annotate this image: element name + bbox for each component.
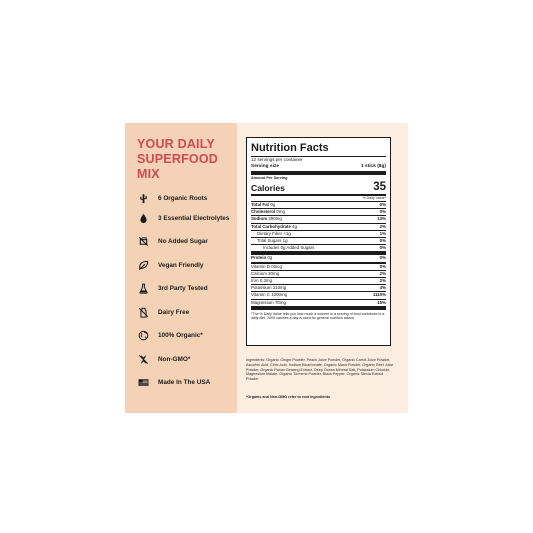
calories-row: [251, 181, 386, 193]
nutrient-row: [251, 291, 386, 298]
feature-item: [138, 258, 203, 272]
nutrient-amount: 0mg: [276, 209, 285, 215]
nutrient-amount: 210mg: [272, 285, 287, 291]
serving-size-label: Serving size: [251, 164, 279, 169]
feature-label: Non-GMO*: [158, 355, 191, 363]
nutrient-row: [251, 208, 386, 215]
feature-item: [138, 305, 189, 319]
nutrient-dv: 0%: [379, 245, 386, 251]
amount-per-serving: Amount Per Serving: [251, 176, 288, 180]
nutrient-dv: 13%: [377, 216, 386, 222]
nutrient-dv: 1%: [379, 230, 386, 236]
serving-size-row: [251, 163, 386, 170]
nutrient-dv: 0%: [379, 209, 386, 215]
no-gmo-icon: [138, 354, 149, 365]
nutrient-amount: 0g: [270, 202, 276, 207]
nutrient-amount: 290mg: [268, 216, 282, 222]
panel-title: [137, 137, 237, 182]
flask-icon: [138, 283, 149, 294]
nutrient-row: [251, 223, 386, 230]
nutrient-dv: 0%: [379, 263, 386, 269]
nutrient-row: [251, 237, 386, 244]
product-info-panel: [125, 123, 408, 413]
feature-label: 100% Organic*: [158, 331, 203, 339]
feature-item: [138, 191, 207, 205]
droplet-icon: [138, 213, 149, 224]
feature-label: 3 Essential Electrolytes: [158, 214, 230, 222]
nutrient-dv: 0%: [379, 202, 386, 207]
nutrient-amount: 70mg: [274, 299, 286, 305]
nutrient-dv: 2%: [379, 223, 386, 229]
no-milk-icon: [138, 307, 149, 318]
title-line-1: YOUR DAILY: [137, 137, 215, 151]
nutrient-amount: 0g: [267, 255, 273, 261]
ingredients-text: Ingredients: Organic Ginger Powder, Peach Juice Powder, Organic Carrot Juice Powder, Ascorbic Acid, Citric Acid, Sodium Bicarbonate, Organic Maca Powder, Organic Beet Juice Powder, Organic Panax Ginseng Extract, Deep Ocean Mineral Salt, Potassium Chloride, Magnesium Malate, Organic Turmeric Powder, Black Pepper, Organic Stevia Extract Powder: [246, 358, 394, 382]
nutrient-name: Iron: [251, 278, 259, 284]
no-sugar-icon: [138, 236, 149, 247]
daily-value-footnote: *The % Daily Value tells you how much a nutrient in a serving of food contribute to a daily diet. 2000 calories a day is used for general nutrition advice.: [251, 311, 385, 321]
cactus-icon: [138, 193, 149, 204]
nutrient-row: [251, 284, 386, 291]
feature-label: No Added Sugar: [158, 237, 208, 245]
nutrient-name: Total Fat: [251, 202, 269, 207]
nutrient-amount: 0mcg: [271, 263, 282, 269]
nutrient-name: Includes 0g Added Sugars: [263, 245, 315, 251]
nutrient-dv: 4%: [379, 285, 386, 291]
nutrient-dv: 0%: [379, 255, 386, 261]
nutrient-name: Protein: [251, 255, 267, 261]
nutrient-row: [251, 244, 386, 251]
feature-label: Dairy Free: [158, 308, 190, 316]
nutrient-row: [251, 251, 386, 261]
feature-label: 6 Organic Roots: [158, 194, 208, 202]
nutrient-row: [251, 201, 386, 208]
nutrient-name: Total Sugars: [257, 238, 282, 244]
nutrient-row: [251, 262, 386, 270]
feature-item: [138, 211, 229, 225]
feature-item: [138, 328, 203, 342]
servings-per-container: 12 servings per container: [251, 157, 303, 162]
nutrient-row: [251, 277, 386, 284]
nutrient-name: Total Carbohydrate: [251, 223, 291, 229]
nutrient-dv: 2%: [379, 278, 386, 284]
nutrient-dv: 15%: [377, 299, 386, 305]
feature-item: [138, 281, 208, 295]
globe-icon: [138, 330, 149, 341]
feature-item: [138, 352, 190, 366]
feature-label: 3rd Party Tested: [158, 284, 208, 292]
nutrition-facts-heading: Nutrition Facts: [251, 142, 329, 154]
features-column: [125, 123, 237, 413]
nutrient-row: [251, 230, 386, 237]
calories-value: 35: [373, 181, 386, 193]
nutrient-name: Vitamin D: [251, 263, 270, 269]
nutrient-dv: 2%: [379, 270, 386, 276]
serving-size-value: 1 stick (8g): [360, 164, 386, 169]
nutrient-name: Sodium: [251, 216, 268, 222]
nutrient-row: [251, 215, 386, 222]
nutrient-name: Dietary Fiber: [257, 230, 283, 236]
feature-item: [138, 375, 210, 389]
daily-value-header: % Daily Value*: [362, 196, 386, 200]
nutrient-amount: 4g: [292, 223, 298, 229]
nutrient-amount: 1g: [282, 238, 288, 244]
nutrient-name: Potassium: [251, 285, 272, 291]
nutrient-dv: 0%: [379, 238, 386, 244]
calories-label: Calories: [251, 183, 285, 193]
feature-label: Vegan Friendly: [158, 261, 204, 269]
title-line-2: SUPERFOOD MIX: [137, 152, 218, 181]
nutrition-facts-card: [246, 137, 391, 346]
nutrient-amount: 1000mg: [271, 292, 288, 298]
nutrient-amount: 0.3mg: [259, 278, 273, 284]
us-flag-icon: [138, 377, 149, 388]
nutrient-row: [251, 270, 386, 277]
nutrient-row: [251, 299, 386, 306]
nutrient-name: Cholesterol: [251, 209, 276, 215]
nutrient-amount: <1g: [283, 230, 291, 236]
nutrient-name: Vitamin C: [251, 292, 270, 298]
nutrient-dv: 1110%: [372, 292, 386, 298]
feature-label: Made In The USA: [158, 378, 211, 386]
organic-note: *Organic and Non-GMO refer to root ingredients: [246, 395, 330, 399]
feature-item: [138, 234, 208, 248]
nutrient-name: Magnesium: [251, 299, 274, 305]
leaf-icon: [138, 260, 149, 271]
nutrient-name: Calcium: [251, 270, 267, 276]
nutrient-amount: 20mg: [268, 270, 280, 276]
